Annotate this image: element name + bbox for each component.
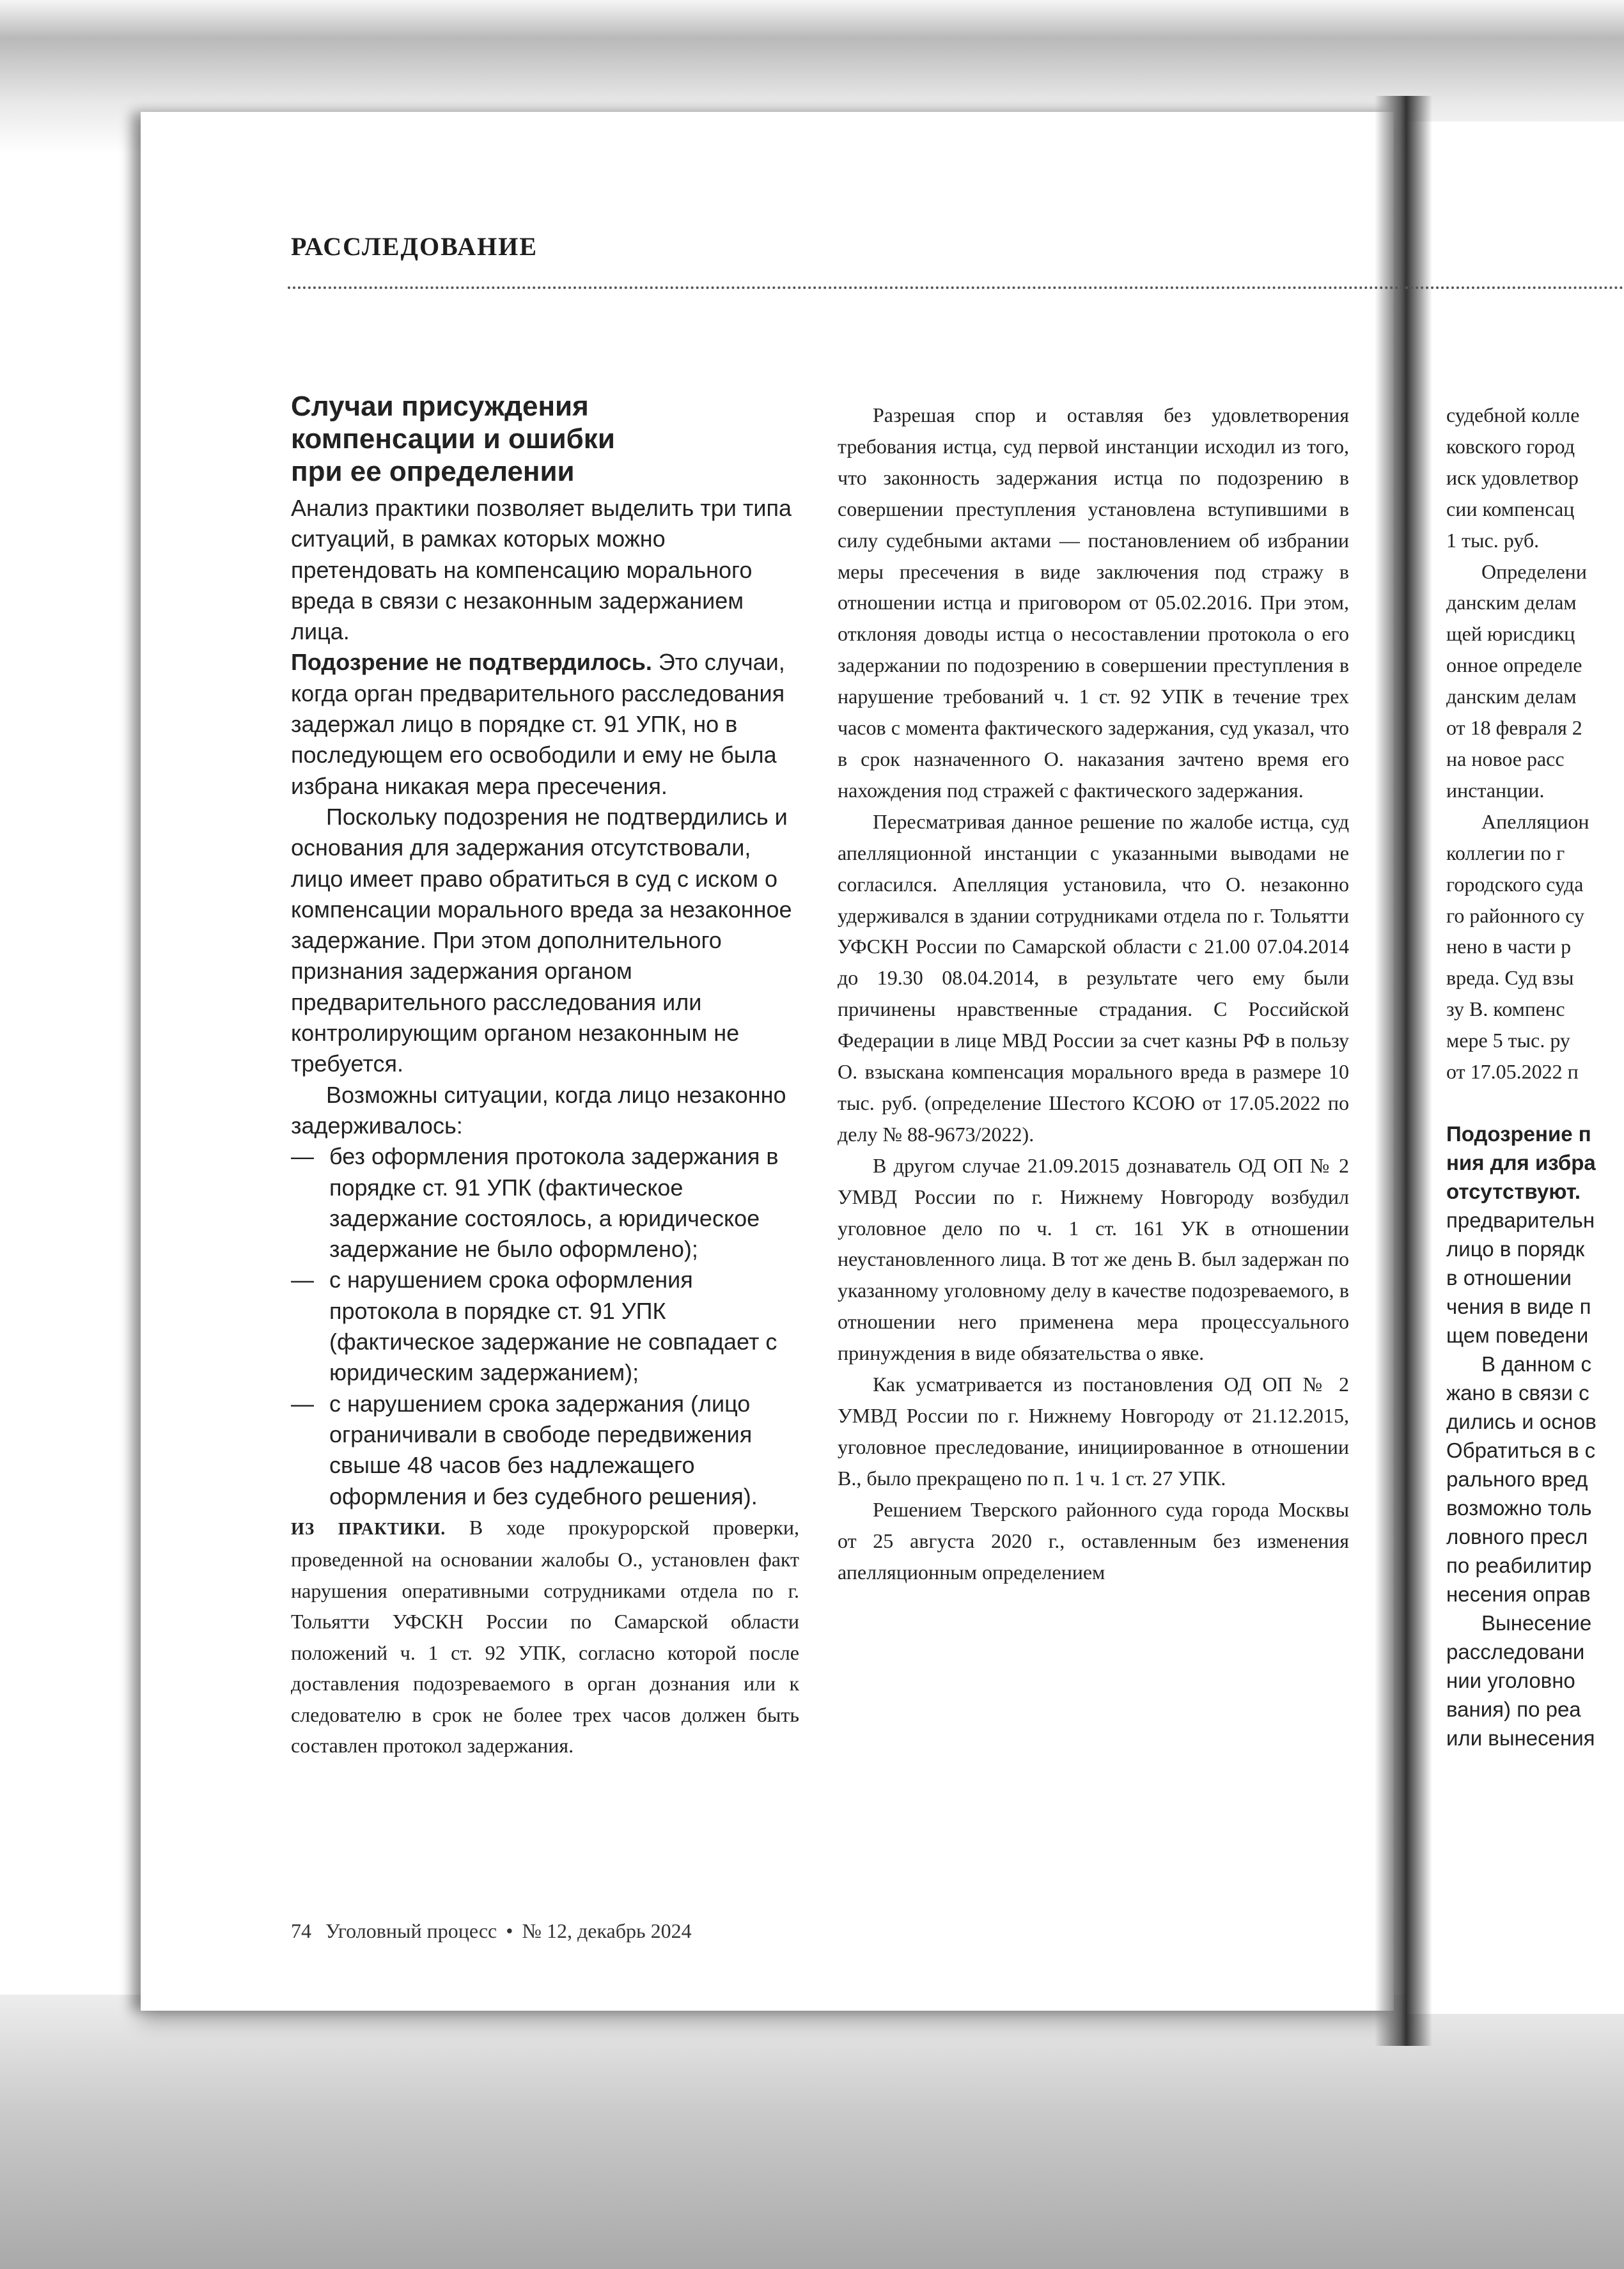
text-line: судебной колле xyxy=(1446,403,1580,426)
text-line: онное определе xyxy=(1446,653,1582,677)
paragraph: Поскольку подозрения не подтвердились и основания для задержания отсутствовали, лицо имеет право обратиться в суд с иском о компенсации морального вреда за незаконное задержание. При этом дополнительного признания задержания органом предварительного расследования или контролирующим органом незаконным не требуется. xyxy=(291,803,792,1077)
paragraph: В другом случае 21.09.2015 дознаватель ОД ОП № 2 УМВД России по г. Нижнему Новгороду возбудил уголовное дело по ч. 1 ст. 161 УК в отношении неустановленного лица. В тот же день В. был задержан по указанному уголовному делу в качестве подозреваемого, в отношении него применена мера процессуального принуждения в виде обязательства о явке. xyxy=(838,1153,1349,1365)
text-line: на новое расс xyxy=(1446,747,1565,770)
subhead-line: Подозрение п xyxy=(1446,1121,1591,1146)
text-line: В данном с xyxy=(1481,1352,1591,1376)
text-line: городского суда xyxy=(1446,872,1584,896)
dash-bullet: — xyxy=(291,1143,314,1170)
list-item-text: без оформления протокола задержания в порядке ст. 91 УПК (фактическое задержание состоялось, а юридическое задержание не было оформлено); xyxy=(329,1143,779,1263)
text-line: в отношении xyxy=(1446,1265,1572,1290)
paragraph-suspicion xyxy=(291,647,799,801)
text-line: сии компенсац xyxy=(1446,497,1575,520)
title-line: Случаи присуждения xyxy=(291,391,589,422)
text-line: Обратиться в с xyxy=(1446,1438,1596,1462)
text-line: от 18 февраля 2 xyxy=(1446,716,1582,740)
title-line: компенсации и ошибки xyxy=(291,423,615,455)
paragraph: Как усматривается из постановления ОД ОП № 2 УМВД России по г. Нижнему Новгороду от 21.12.2015, уголовное преследование, инициированное в отношении В., было прекращено по п. 1 ч. 1 ст. 27 УПК. xyxy=(838,1373,1349,1490)
text-line: мере 5 тыс. ру xyxy=(1446,1029,1570,1052)
footer-bullet: • xyxy=(506,1919,513,1942)
header-dotted-rule xyxy=(288,286,1624,289)
list-item xyxy=(291,1265,799,1388)
article-title xyxy=(291,390,799,488)
text-line: ковского город xyxy=(1446,434,1575,458)
paragraph: Возможны ситуации, когда лицо незаконно задерживалось: xyxy=(291,1081,786,1139)
text-line: жано в связи с xyxy=(1446,1380,1589,1405)
text-line: вания) по реа xyxy=(1446,1697,1581,1721)
text-line: иск удовлетвор xyxy=(1446,465,1579,489)
column-2 xyxy=(838,400,1349,1587)
list-item xyxy=(291,1389,799,1512)
text-line: 1 тыс. руб. xyxy=(1446,528,1540,552)
text-line: рального вред xyxy=(1446,1467,1588,1491)
text-line: инстанции. xyxy=(1446,778,1545,802)
text-line: зу В. компенс xyxy=(1446,997,1565,1021)
book-gutter-shadow xyxy=(1375,96,1432,2046)
list-item-text: с нарушением срока оформления протокола в порядке ст. 91 УПК (фактическое задержание не совпадает с юридическим задержанием); xyxy=(329,1267,777,1386)
page-footer xyxy=(291,1919,701,1943)
practice-note xyxy=(291,1512,799,1761)
text-line: дились и основ xyxy=(1446,1409,1597,1433)
column-1 xyxy=(291,390,799,1761)
text-line: по реабилитир xyxy=(1446,1553,1592,1577)
article-lead: Анализ практики позволяет выделить три типа ситуаций, в рамках которых можно претендовать на компенсацию морального вреда в связи с незаконным задержанием лица. xyxy=(291,495,792,645)
subhead-line: ния для избра xyxy=(1446,1150,1596,1174)
paragraph-text: Это случаи, когда орган предварительного расследования задержал лицо в порядке ст. 91 УПК, но в последующем его освободили и ему не была избрана никакая мера пресечения. xyxy=(291,649,785,799)
text-line: Вынесение xyxy=(1481,1610,1592,1635)
text-line: возможно толь xyxy=(1446,1495,1592,1520)
list-item-text: с нарушением срока задержания (лицо ограничивали в свободе передвижения свыше 48 часов без надлежащего оформления и без судебного решения). xyxy=(329,1390,758,1509)
issue-info: № 12, декабрь 2024 xyxy=(522,1919,692,1942)
title-line: при ее определении xyxy=(291,456,575,487)
journal-name: Уголовный процесс xyxy=(325,1919,497,1942)
subhead-suspicion: Подозрение не подтвердилось. xyxy=(291,649,652,676)
section-header: РАССЛЕДОВАНИЕ xyxy=(291,232,538,261)
text-line: щем поведени xyxy=(1446,1323,1589,1347)
text-line: несения оправ xyxy=(1446,1582,1591,1606)
text-line: го районного су xyxy=(1446,903,1585,927)
text-line: от 17.05.2022 п xyxy=(1446,1060,1579,1084)
text-line: Определени xyxy=(1481,559,1587,583)
text-line: данским делам xyxy=(1446,685,1577,708)
text-line: или вынесения xyxy=(1446,1726,1595,1750)
practice-tag: ИЗ ПРАКТИКИ. xyxy=(291,1518,446,1538)
dash-bullet: — xyxy=(291,1267,314,1293)
dash-bullet: — xyxy=(291,1390,314,1417)
text-line: нии уголовно xyxy=(1446,1668,1575,1692)
list-item xyxy=(291,1141,799,1265)
paragraph: Пересматривая данное решение по жалобе истца, суд апелляционной инстанции с указанными выводами не согласился. Апелляция установила, что О. незаконно удерживался в здании сотрудниками отдела по г. Тольятти УФСКН России по Самарской области с 21.00 07.04.2014 до 19.30 08.04.2014, в результате чего ему были причинены нравственные страдания. С Российской Федерации в лице МВД России за счет казны РФ в пользу О. взыскана компенсация морального вреда в размере 10 тыс. руб. (определение Шестого КСОЮ от 17.05.2022 по делу № 88-9673/2022). xyxy=(838,809,1349,1146)
text-line: вреда. Суд взы xyxy=(1446,966,1574,990)
practice-text: В ходе прокурорской проверки, проведенной на основании жалобы О., установлен факт нарушения оперативными сотрудниками отдела по г. Тольятти УФСКН России по Самарской области положений ч. 1 ст. 92 УПК, согласно которой после доставления подозреваемого в орган дознания или к следователю в срок не более трех часов должен быть составлен протокол задержания. xyxy=(291,1515,799,1758)
paragraph: Разрешая спор и оставляя без удовлетворения требования истца, суд первой инстанции исходил из того, что законность задержания истца по подозрению в совершении преступления установлена вступившими в силу судебными актами — постановлением об избрании меры пресечения в виде заключения под стражу в отношении истца и приговором от 05.02.2016. При этом, отклоняя доводы истца о несоставлении протокола о его задержании по подозрению в совершении преступления в нарушение требований ч. 1 ст. 92 УПК в течение трех часов с момента фактического задержания, суд указал, что в срок назначенного О. наказания зачтено время его нахождения под стражей с фактического задержания. xyxy=(838,403,1349,802)
subhead-line: отсутствуют. xyxy=(1446,1179,1581,1203)
text-line: нено в части р xyxy=(1446,935,1572,958)
text-line: предварительн xyxy=(1446,1208,1595,1232)
text-line: Апелляцион xyxy=(1481,809,1589,833)
text-line: ловного пресл xyxy=(1446,1524,1588,1548)
text-line: данским делам xyxy=(1446,591,1577,614)
text-line: щей юрисдикц xyxy=(1446,622,1575,646)
page-number: 74 xyxy=(291,1919,311,1942)
column-3-cut xyxy=(1446,400,1624,1752)
paragraph: Решением Тверского районного суда города Москвы от 25 августа 2020 г., оставленным без изменения апелляционным определением xyxy=(838,1497,1349,1584)
text-line: коллегии по г xyxy=(1446,841,1565,864)
text-line: чения в виде п xyxy=(1446,1294,1591,1318)
text-line: расследовани xyxy=(1446,1639,1585,1664)
situations-list xyxy=(291,1141,799,1512)
text-line: лицо в порядк xyxy=(1446,1236,1585,1261)
